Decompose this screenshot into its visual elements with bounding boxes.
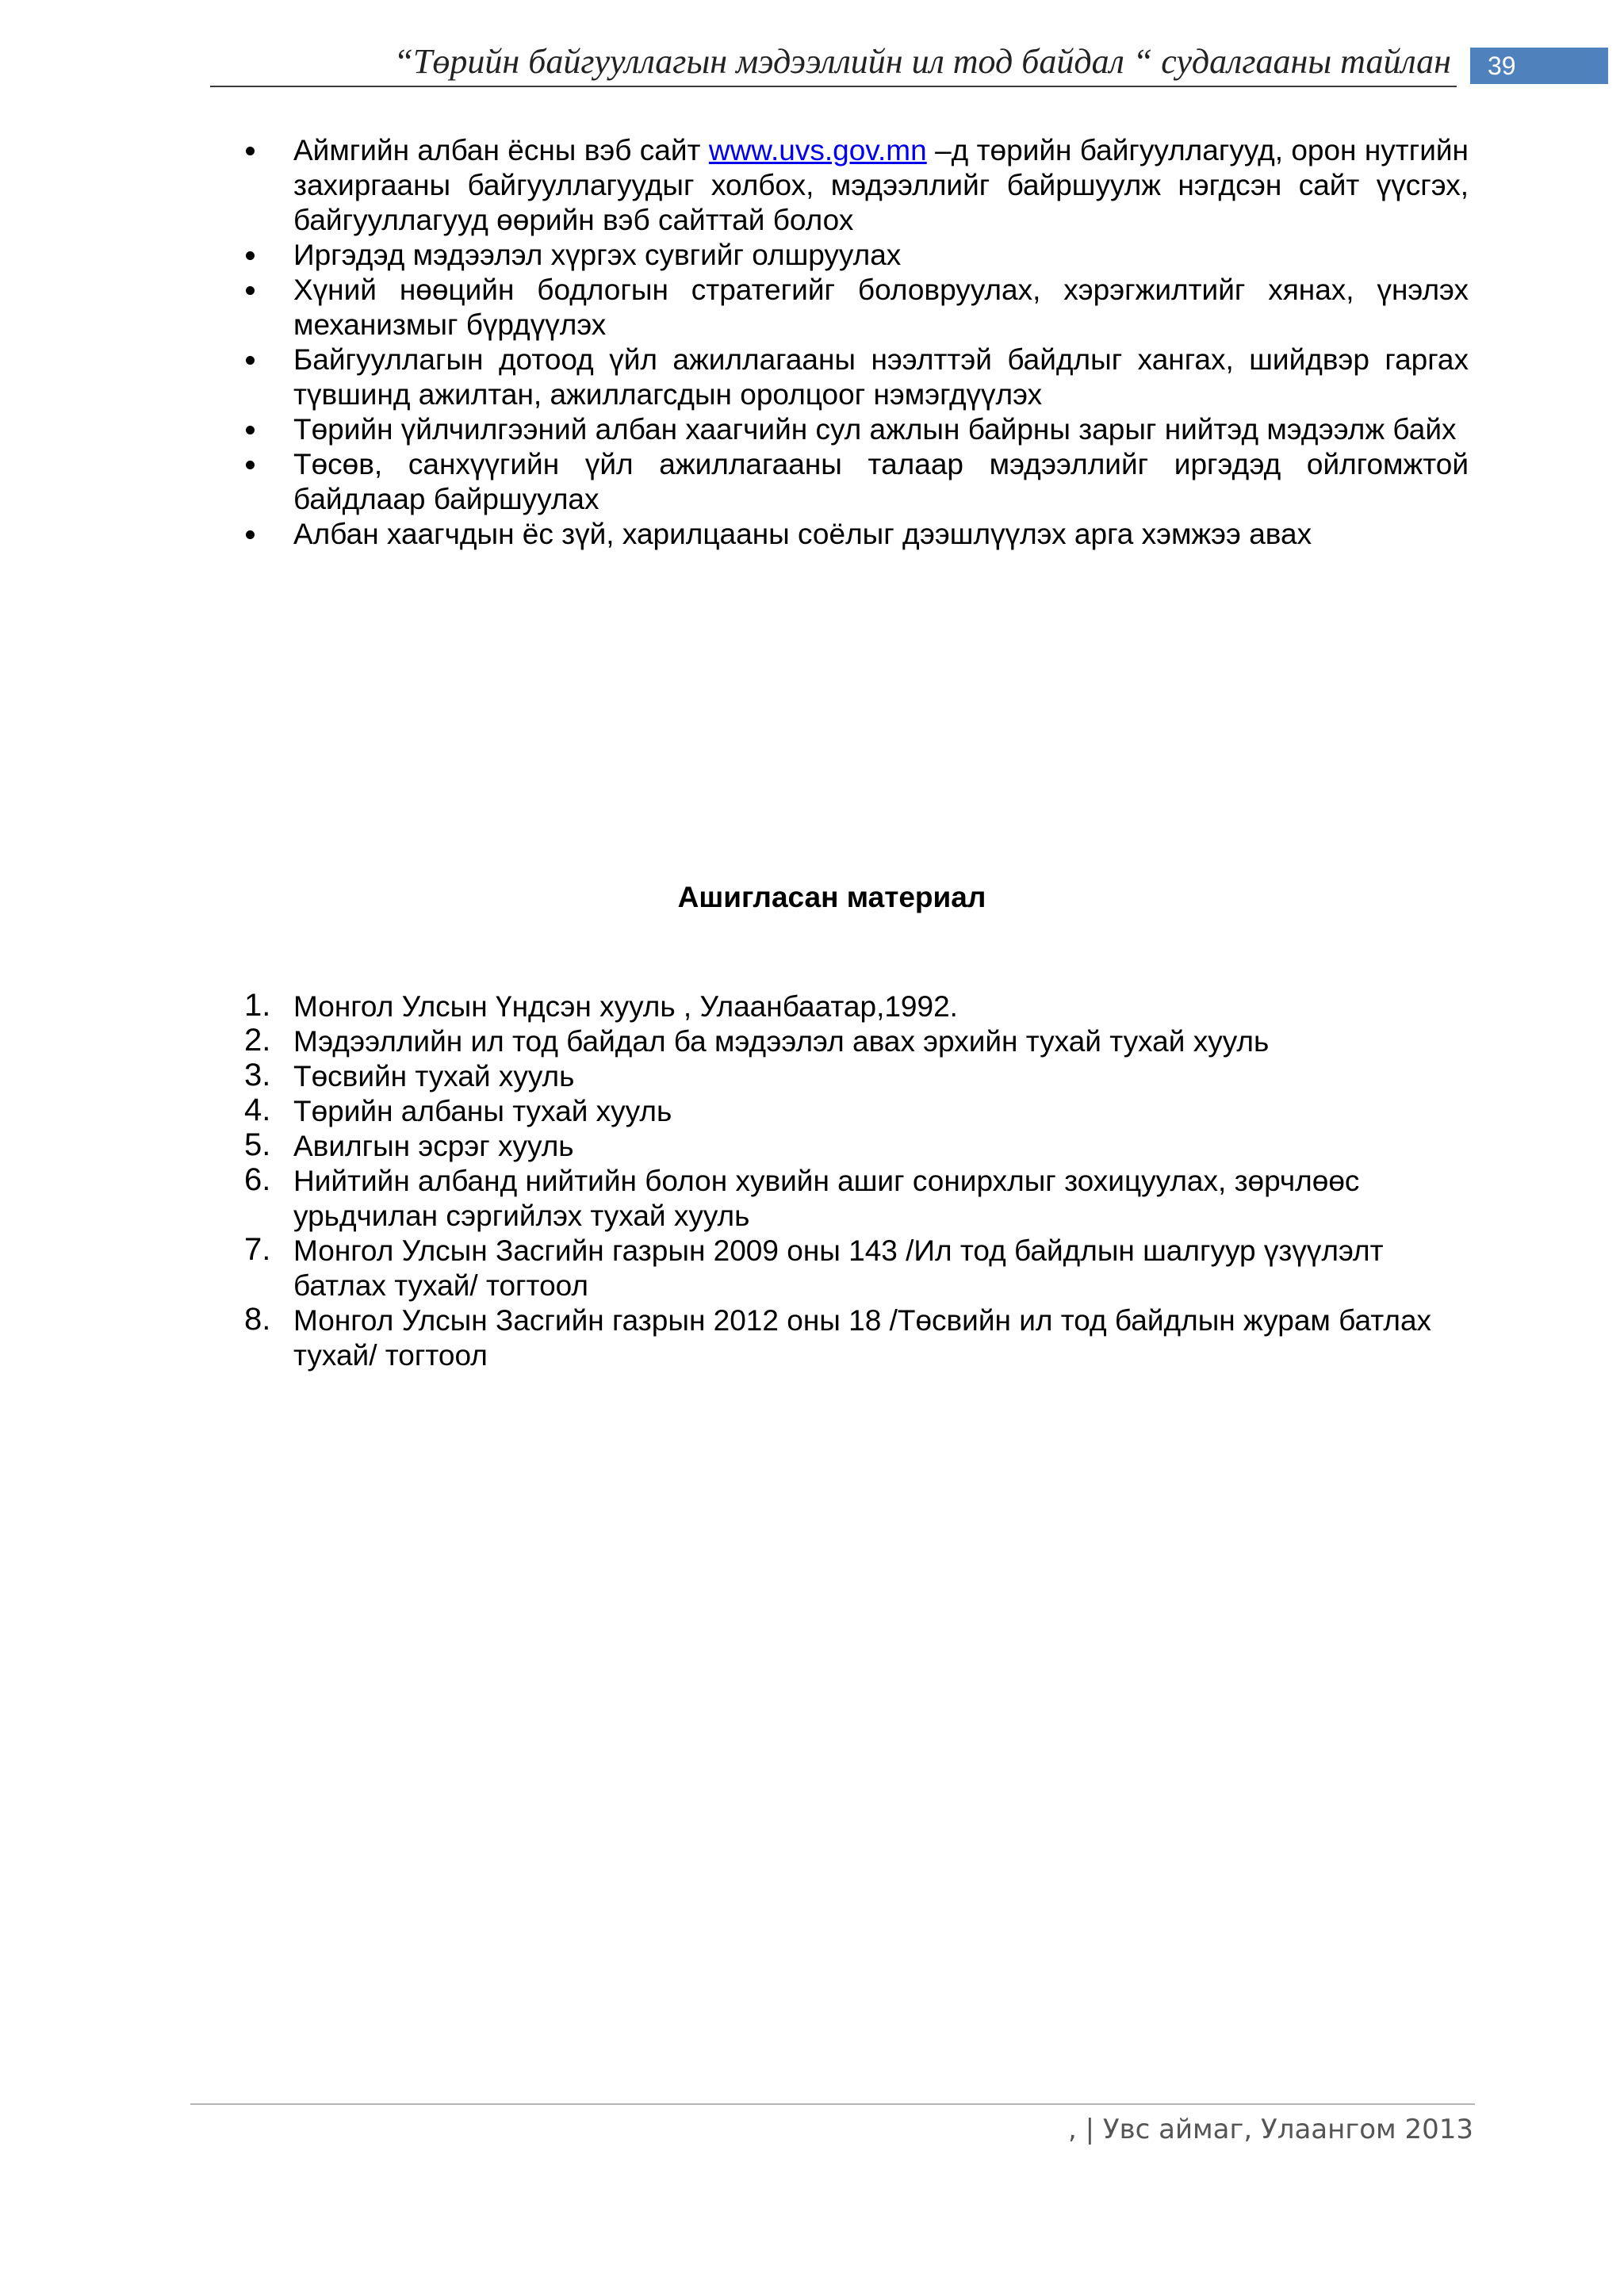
reference-item bbox=[238, 1303, 1475, 1373]
reference-text: Монгол Улсын Засгийн газрын 2009 оны 143 /Ил тод байдлын шалгуур үзүүлэлт батлах тухай/ тогтоол bbox=[293, 1234, 1384, 1302]
bullet-icon bbox=[246, 251, 255, 260]
reference-item bbox=[238, 1129, 1475, 1164]
reference-number: 6. bbox=[244, 1162, 271, 1197]
reference-number: 3. bbox=[244, 1058, 271, 1093]
reference-text: Авилгын эсрэг хууль bbox=[293, 1130, 574, 1162]
website-link[interactable]: www.uvs.gov.mn bbox=[708, 134, 927, 166]
reference-number: 2. bbox=[244, 1023, 271, 1058]
reference-text: Монгол Улсын Үндсэн хууль , Улаанбаатар,1992. bbox=[293, 990, 958, 1023]
bullet-icon bbox=[246, 530, 255, 539]
reference-item bbox=[238, 989, 1475, 1024]
list-item-text: Аймгийн албан ёсны вэб сайт bbox=[293, 134, 709, 166]
reference-number: 7. bbox=[244, 1232, 271, 1267]
list-item-text: –д төрийн байгууллагууд, орон нутгийн захиргааны байгууллагуудыг холбох, мэдээллийг байршуулж нэгдсэн сайт үүсгэх, байгууллагууд өөрийн вэб сайттай болох bbox=[293, 134, 1469, 236]
section-title: Ашигласан материал bbox=[677, 881, 986, 913]
bullet-icon bbox=[246, 356, 255, 365]
list-item bbox=[238, 412, 1469, 447]
bullet-icon bbox=[246, 461, 255, 469]
list-item-text: Төсөв, санхүүгийн үйл ажиллагааны талаар мэдээллийг иргэдэд ойлгомжтой байдлаар байршуулах bbox=[293, 448, 1469, 515]
bullet-icon bbox=[246, 286, 255, 295]
reference-number: 4. bbox=[244, 1093, 271, 1127]
reference-text: Нийтийн албанд нийтийн болон хувийн ашиг сонирхлыг зохицуулах, зөрчлөөс урьдчилан сэргийлэх тухай хууль bbox=[293, 1165, 1360, 1232]
list-item-text: Байгууллагын дотоод үйл ажиллагааны нээлттэй байдлыг хангах, шийдвэр гаргах түвшинд ажилтан, ажиллагсдын оролцоог нэмэгдүүлэх bbox=[293, 343, 1469, 411]
reference-list bbox=[238, 989, 1475, 1373]
list-item-text: Албан хаагчдын ёс зүй, харилцааны соёлыг дээшлүүлэх арга хэмжээ авах bbox=[293, 518, 1312, 550]
header-title: “Төрийн байгууллагын мэдээллийн ил тод байдал “ судалгааны тайлан bbox=[393, 42, 1451, 81]
footer-divider bbox=[190, 2103, 1475, 2105]
reference-text: Мэдээллийн ил тод байдал ба мэдээлэл авах эрхийн тухай тухай хууль bbox=[293, 1025, 1270, 1058]
footer-text: , | Увс аймаг, Улаангом 2013 bbox=[1067, 2114, 1473, 2145]
list-item bbox=[238, 133, 1469, 238]
reference-text: Монгол Улсын Засгийн газрын 2012 оны 18 /Төсвийн ил тод байдлын журам батлах тухай/ тогтоол bbox=[293, 1304, 1432, 1372]
reference-item bbox=[238, 1059, 1475, 1094]
reference-item bbox=[238, 1164, 1475, 1234]
bullet-icon bbox=[246, 426, 255, 434]
reference-number: 5. bbox=[244, 1127, 271, 1162]
list-item bbox=[238, 238, 1469, 273]
list-item-text: Төрийн үйлчилгээний албан хаагчийн сул ажлын байрны зарыг нийтэд мэдээлж байх bbox=[293, 413, 1457, 446]
list-item bbox=[238, 342, 1469, 412]
list-item-text: Хүний нөөцийн бодлогын стратегийг боловруулах, хэрэгжилтийг хянах, үнэлэх механизмыг бүрдүүлэх bbox=[293, 274, 1469, 341]
list-item bbox=[238, 517, 1469, 552]
list-item bbox=[238, 447, 1469, 517]
reference-text: Төсвийн тухай хууль bbox=[293, 1060, 575, 1093]
page-number-badge: 39 bbox=[1470, 48, 1608, 84]
list-item-text: Иргэдэд мэдээлэл хүргэх сувгийг олшруулах bbox=[293, 239, 902, 271]
recommendation-list bbox=[238, 133, 1469, 552]
reference-item bbox=[238, 1094, 1475, 1129]
reference-number: 8. bbox=[244, 1302, 271, 1337]
bullet-icon bbox=[246, 147, 255, 155]
reference-item bbox=[238, 1234, 1475, 1303]
reference-text: Төрийн албаны тухай хууль bbox=[293, 1095, 672, 1127]
reference-item bbox=[238, 1024, 1475, 1059]
reference-number: 1. bbox=[244, 988, 271, 1023]
header-divider bbox=[210, 86, 1457, 87]
list-item bbox=[238, 273, 1469, 342]
